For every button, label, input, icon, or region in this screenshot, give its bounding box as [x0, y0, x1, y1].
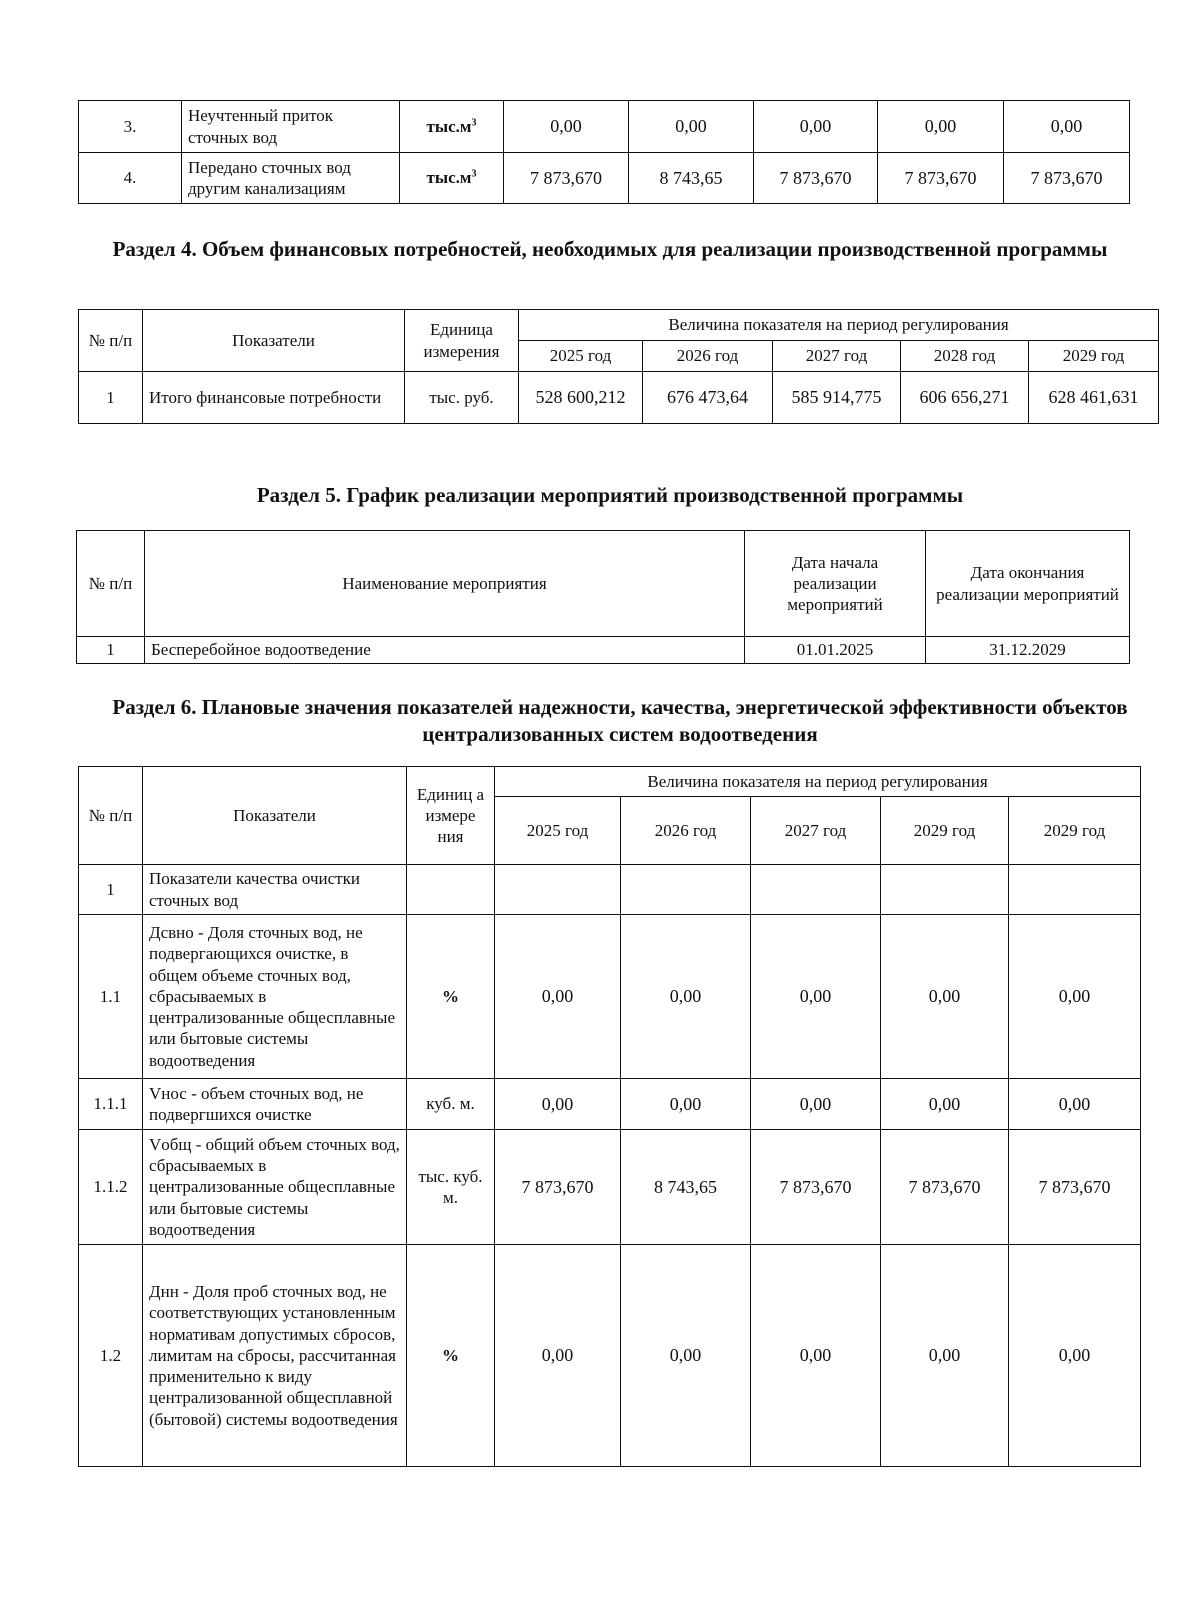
- header-number: № п/п: [79, 310, 143, 372]
- header-year: 2029 год: [1009, 797, 1141, 865]
- value-cell: 7 873,670: [495, 1130, 621, 1245]
- value-cell: 7 873,670: [751, 1130, 881, 1245]
- header-year: 2026 год: [621, 797, 751, 865]
- value-cell: [751, 865, 881, 915]
- header-row: [79, 767, 1141, 797]
- table-row: [79, 101, 1130, 153]
- header-period: Величина показателя на период регулирования: [519, 310, 1159, 341]
- header-number: № п/п: [79, 767, 143, 865]
- value-cell: 0,00: [751, 1245, 881, 1467]
- row-unit: %: [407, 915, 495, 1079]
- header-row: [77, 531, 1130, 637]
- value-cell: [881, 865, 1009, 915]
- value-cell: 585 914,775: [773, 372, 901, 424]
- value-cell: 7 873,670: [504, 153, 629, 204]
- row-name: Передано сточных вод другим канализациям: [182, 153, 400, 204]
- row-number: 1: [79, 865, 143, 915]
- header-year: 2026 год: [643, 341, 773, 372]
- section5-table: [76, 530, 1130, 664]
- header-indicator: Показатели: [143, 767, 407, 865]
- header-year: 2025 год: [519, 341, 643, 372]
- value-cell: 0,00: [878, 101, 1004, 153]
- value-cell: 0,00: [504, 101, 629, 153]
- row-start-date: 01.01.2025: [745, 637, 926, 664]
- row-name: Неучтенный приток сточных вод: [182, 101, 400, 153]
- value-cell: 0,00: [1009, 915, 1141, 1079]
- value-cell: 8 743,65: [629, 153, 754, 204]
- header-row: [79, 310, 1159, 341]
- row-name: Vнос - объем сточных вод, не подвергшихся очистке: [143, 1079, 407, 1130]
- header-year: 2025 год: [495, 797, 621, 865]
- header-indicator: Показатели: [143, 310, 405, 372]
- row-number: 1.1.1: [79, 1079, 143, 1130]
- row-name: Дсвно - Доля сточных вод, не подвергающихся очистке, в общем объеме сточных вод, сбрасываемых в централизованные общесплавные или бытовые системы водоотведения: [143, 915, 407, 1079]
- value-cell: 0,00: [751, 1079, 881, 1130]
- value-cell: 7 873,670: [881, 1130, 1009, 1245]
- row-number: 1: [77, 637, 145, 664]
- value-cell: 0,00: [629, 101, 754, 153]
- table-row: [79, 372, 1159, 424]
- row-unit: $тыс.м^3$: [400, 101, 504, 153]
- section5-title: Раздел 5. График реализации мероприятий производственной программы: [256, 483, 964, 507]
- row-number: 1: [79, 372, 143, 424]
- header-unit: Единица измерения: [405, 310, 519, 372]
- value-cell: 528 600,212: [519, 372, 643, 424]
- value-cell: 0,00: [881, 915, 1009, 1079]
- row-unit: тыс. руб.: [405, 372, 519, 424]
- value-cell: 0,00: [621, 1079, 751, 1130]
- value-cell: 0,00: [621, 915, 751, 1079]
- row-number: 1.1.2: [79, 1130, 143, 1245]
- row-number: 1.2: [79, 1245, 143, 1467]
- section4-title: Раздел 4. Объем финансовых потребностей, необходимых для реализации производственной программы: [112, 237, 1108, 261]
- value-cell: 628 461,631: [1029, 372, 1159, 424]
- row-name: Vобщ - общий объем сточных вод, сбрасываемых в централизованные общесплавные или бытовые системы водоотведения: [143, 1130, 407, 1245]
- section6-title: Раздел 6. Плановые значения показателей надежности, качества, энергетической эффективности объектов централизованных систем водоотведения: [112, 695, 1128, 747]
- header-start-date: Дата начала реализации мероприятий: [745, 531, 926, 637]
- value-cell: 8 743,65: [621, 1130, 751, 1245]
- header-year: 2029 год: [881, 797, 1009, 865]
- header-unit: Единиц а измере ния: [407, 767, 495, 865]
- row-end-date: 31.12.2029: [926, 637, 1130, 664]
- row-number: 1.1: [79, 915, 143, 1079]
- row-name: Днн - Доля проб сточных вод, не соответствующих установленным нормативам допустимых сбросов, лимитам на сбросы, рассчитанная применительно к виду централизованной общесплавной (бытовой) системы водоотведения: [143, 1245, 407, 1467]
- value-cell: 0,00: [751, 915, 881, 1079]
- header-year: 2029 год: [1029, 341, 1159, 372]
- value-cell: [495, 865, 621, 915]
- value-cell: 0,00: [1004, 101, 1130, 153]
- header-period: Величина показателя на период регулирования: [495, 767, 1141, 797]
- row-unit: $тыс.м^3$: [400, 153, 504, 204]
- section4-table: [78, 309, 1159, 424]
- row-number: 4.: [79, 153, 182, 204]
- top-table: [78, 100, 1130, 204]
- value-cell: 0,00: [1009, 1245, 1141, 1467]
- row-name: Показатели качества очистки сточных вод: [143, 865, 407, 915]
- value-cell: 0,00: [754, 101, 878, 153]
- row-unit: [407, 865, 495, 915]
- header-year: 2028 год: [901, 341, 1029, 372]
- value-cell: 0,00: [495, 915, 621, 1079]
- value-cell: 7 873,670: [878, 153, 1004, 204]
- value-cell: 0,00: [621, 1245, 751, 1467]
- value-cell: 0,00: [1009, 1079, 1141, 1130]
- table-row: [79, 1079, 1141, 1130]
- table-row: [77, 637, 1130, 664]
- value-cell: 676 473,64: [643, 372, 773, 424]
- row-number: 3.: [79, 101, 182, 153]
- table-row: [79, 1130, 1141, 1245]
- row-name: Бесперебойное водоотведение: [145, 637, 745, 664]
- value-cell: 0,00: [881, 1079, 1009, 1130]
- value-cell: 7 873,670: [1009, 1130, 1141, 1245]
- value-cell: 606 656,271: [901, 372, 1029, 424]
- header-year: 2027 год: [773, 341, 901, 372]
- header-end-date: Дата окончания реализации мероприятий: [926, 531, 1130, 637]
- value-cell: [621, 865, 751, 915]
- row-unit: куб. м.: [407, 1079, 495, 1130]
- header-number: № п/п: [77, 531, 145, 637]
- value-cell: 7 873,670: [754, 153, 878, 204]
- row-unit: тыс. куб. м.: [407, 1130, 495, 1245]
- value-cell: 0,00: [495, 1079, 621, 1130]
- header-name: Наименование мероприятия: [145, 531, 745, 637]
- value-cell: 0,00: [495, 1245, 621, 1467]
- row-unit: %: [407, 1245, 495, 1467]
- table-row: [79, 865, 1141, 915]
- value-cell: [1009, 865, 1141, 915]
- table-row: [79, 915, 1141, 1079]
- section6-table: [78, 766, 1141, 1467]
- header-year: 2027 год: [751, 797, 881, 865]
- value-cell: 0,00: [881, 1245, 1009, 1467]
- table-row: [79, 1245, 1141, 1467]
- row-name: Итого финансовые потребности: [143, 372, 405, 424]
- value-cell: 7 873,670: [1004, 153, 1130, 204]
- table-row: [79, 153, 1130, 204]
